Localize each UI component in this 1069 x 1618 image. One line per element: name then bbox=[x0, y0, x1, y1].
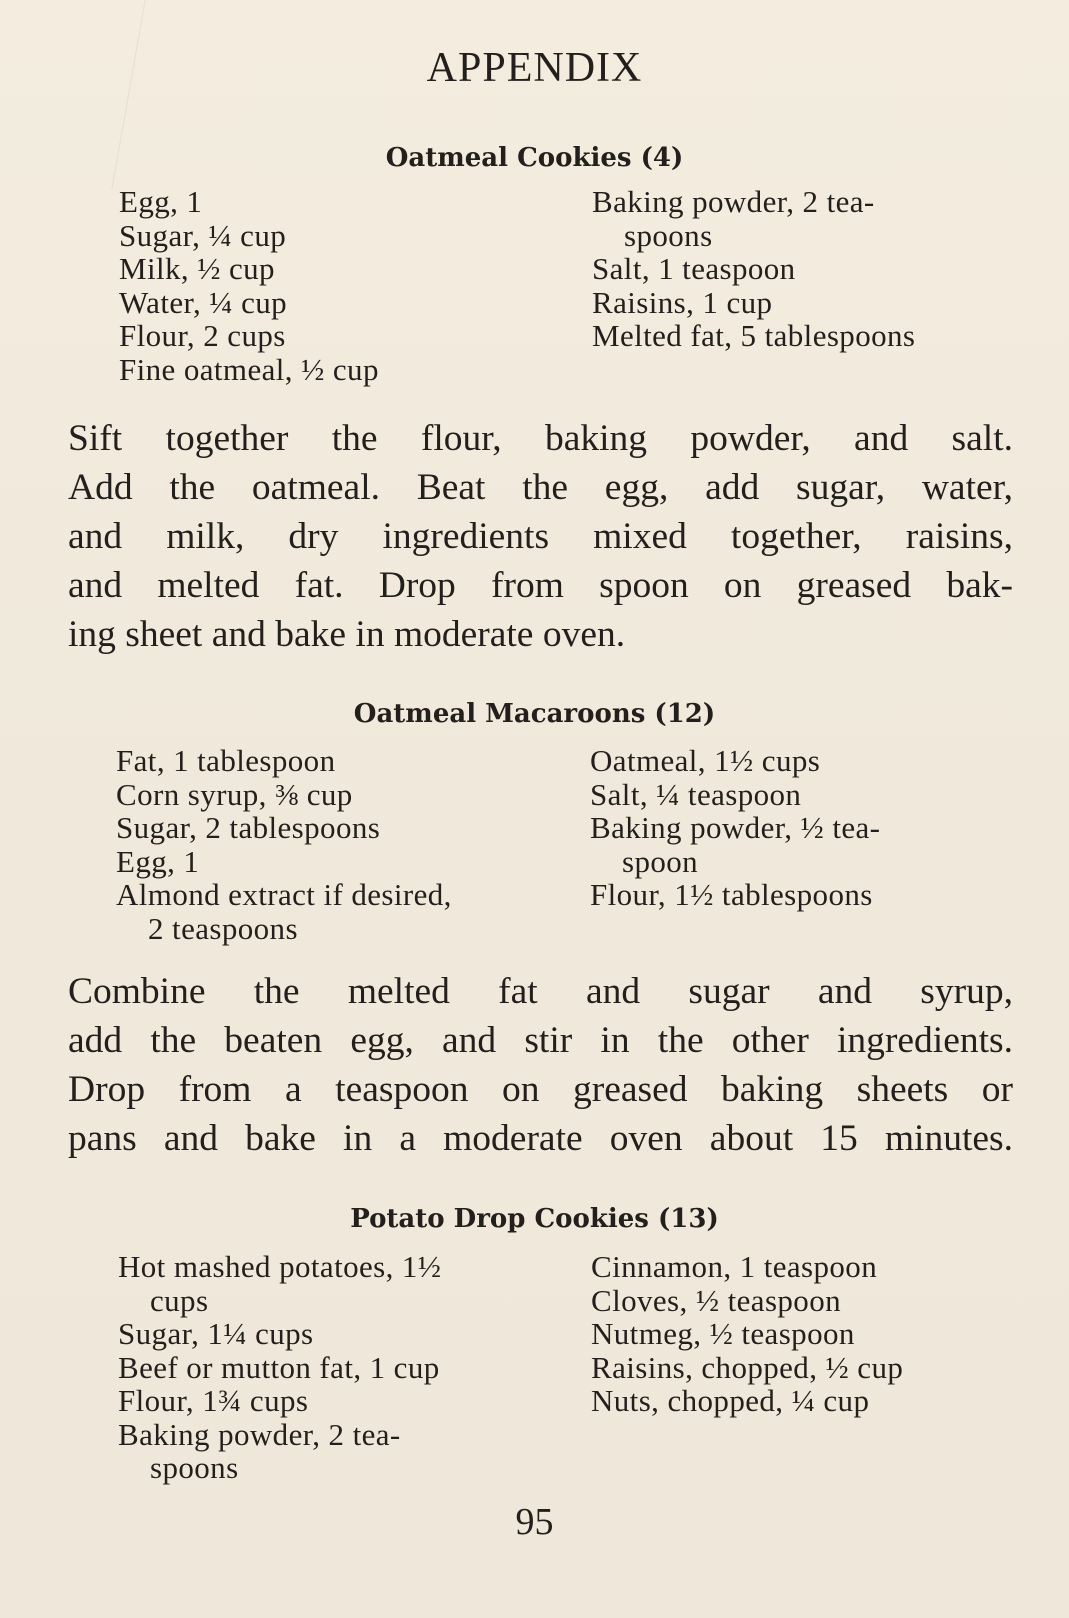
ingredients-left-oatmeal-macaroons bbox=[116, 744, 452, 945]
ingredient-item: Nutmeg, ½ teaspoon bbox=[591, 1316, 855, 1351]
ingredient-item: Water, ¼ cup bbox=[119, 284, 288, 320]
directions-line: add the beaten egg, and stir in the other ingredients. bbox=[68, 1020, 1013, 1061]
directions-oatmeal-cookies bbox=[68, 414, 1013, 659]
ingredient-item: Oatmeal, 1½ cups bbox=[590, 743, 821, 778]
ingredient-continuation: spoons bbox=[624, 217, 713, 253]
directions-line: Drop from a teaspoon on greased baking sheets or bbox=[68, 1069, 1013, 1110]
ingredient-item: Nuts, chopped, ¼ cup bbox=[591, 1383, 870, 1418]
ingredient-item: Salt, ¼ teaspoon bbox=[590, 776, 802, 812]
ingredients-right-potato-drop-cookies bbox=[591, 1250, 903, 1418]
ingredient-item: Beef or mutton fat, 1 cup bbox=[118, 1349, 440, 1385]
page-heading: APPENDIX bbox=[426, 45, 643, 91]
ingredient-item: Cloves, ½ teaspoon bbox=[591, 1282, 842, 1318]
ingredient-item: Egg, 1 bbox=[116, 843, 200, 879]
page-number: 95 bbox=[515, 1501, 554, 1543]
directions-line: and melted fat. Drop from spoon on greased bak- bbox=[68, 565, 1013, 606]
ingredient-item: Sugar, 1¼ cups bbox=[118, 1316, 314, 1351]
ingredient-item: Hot mashed potatoes, 1½ bbox=[118, 1249, 442, 1284]
directions-line: Add the oatmeal. Beat the egg, add sugar, water, bbox=[68, 467, 1013, 508]
ingredient-item: Milk, ½ cup bbox=[119, 251, 275, 286]
ingredient-item: Baking powder, ½ tea- bbox=[590, 810, 881, 845]
ingredient-continuation: spoons bbox=[150, 1450, 239, 1485]
ingredient-item: Raisins, chopped, ½ cup bbox=[591, 1349, 904, 1385]
ingredients-left-potato-drop-cookies bbox=[118, 1250, 441, 1485]
ingredients-right-oatmeal-cookies bbox=[592, 185, 915, 353]
ingredient-item: Almond extract if desired, bbox=[116, 877, 452, 912]
directions-oatmeal-macaroons bbox=[68, 967, 1013, 1163]
ingredient-item: Baking powder, 2 tea- bbox=[592, 184, 875, 219]
ingredients-right-oatmeal-macaroons bbox=[590, 744, 880, 912]
ingredient-continuation: spoon bbox=[622, 843, 699, 879]
ingredient-item: Cinnamon, 1 teaspoon bbox=[591, 1249, 878, 1284]
ingredient-item: Egg, 1 bbox=[119, 184, 203, 219]
ingredient-item: Sugar, 2 tablespoons bbox=[116, 810, 381, 845]
ingredient-item: Corn syrup, ⅜ cup bbox=[116, 776, 353, 812]
ingredient-item: Raisins, 1 cup bbox=[592, 284, 773, 320]
recipe-title-oatmeal-cookies: Oatmeal Cookies (4) bbox=[385, 143, 684, 173]
recipe-title-potato-drop-cookies: Potato Drop Cookies (13) bbox=[350, 1204, 719, 1234]
ingredients-left-oatmeal-cookies bbox=[119, 185, 379, 386]
ingredient-item: Fat, 1 tablespoon bbox=[116, 743, 336, 778]
ingredient-continuation: cups bbox=[150, 1282, 209, 1318]
ingredient-item: Fine oatmeal, ½ cup bbox=[119, 351, 379, 387]
directions-line: and milk, dry ingredients mixed together, raisins, bbox=[68, 516, 1013, 557]
directions-line: pans and bake in a moderate oven about 15 minutes. bbox=[68, 1118, 1013, 1159]
directions-line: ing sheet and bake in moderate oven. bbox=[68, 614, 626, 655]
ingredient-item: Sugar, ¼ cup bbox=[119, 217, 287, 253]
recipe-title-oatmeal-macaroons: Oatmeal Macaroons (12) bbox=[353, 699, 716, 729]
ingredient-continuation: 2 teaspoons bbox=[148, 910, 298, 946]
ingredient-item: Melted fat, 5 tablespoons bbox=[592, 318, 916, 353]
directions-line: Combine the melted fat and sugar and syrup, bbox=[68, 971, 1013, 1012]
ingredient-item: Salt, 1 teaspoon bbox=[592, 251, 796, 286]
directions-line: Sift together the flour, baking powder, and salt. bbox=[68, 418, 1013, 459]
ingredient-item: Flour, 1¾ cups bbox=[118, 1383, 309, 1418]
ingredient-item: Flour, 1½ tablespoons bbox=[590, 877, 873, 912]
ingredient-item: Flour, 2 cups bbox=[119, 318, 286, 353]
ingredient-item: Baking powder, 2 tea- bbox=[118, 1416, 401, 1452]
